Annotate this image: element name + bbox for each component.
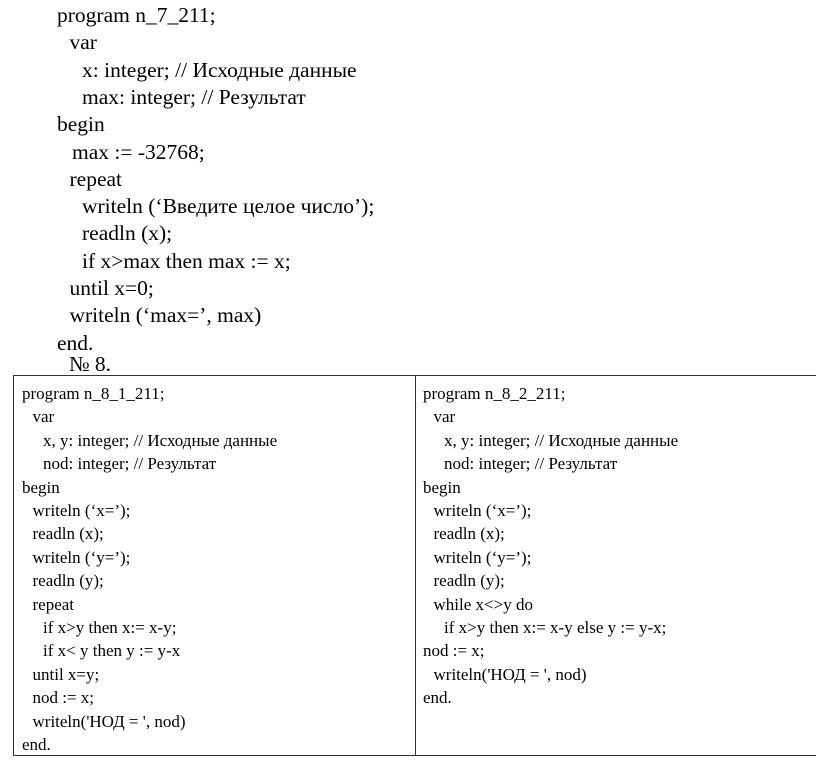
program-7-line: end. bbox=[57, 330, 94, 355]
program-7-line: if x>max then max := x; bbox=[82, 248, 291, 273]
program-8-1-line: writeln (‘x=’); bbox=[32, 501, 131, 520]
program-7-line: until x=0; bbox=[69, 276, 154, 300]
program-8-2-line: program n_8_2_211; bbox=[423, 384, 566, 403]
program-7-line: writeln (‘Введите целое число’); bbox=[82, 194, 375, 219]
program-7-line: repeat bbox=[69, 166, 123, 191]
column-divider bbox=[415, 376, 416, 755]
program-7-line: writeln (‘max=’, max) bbox=[69, 303, 262, 328]
program-8-1-line: program n_8_1_211; bbox=[22, 384, 165, 403]
program-8-1-line: if x>y then x:= x-y; bbox=[43, 618, 177, 637]
program-7-line: max: integer; // Результат bbox=[82, 84, 306, 109]
program-8-2-line: x, y: integer; // Исходные данные bbox=[444, 430, 679, 450]
program-8-2-line: while x<>y do bbox=[433, 594, 533, 614]
program-8-1-line: nod := x; bbox=[32, 688, 95, 708]
program-7-line: begin bbox=[57, 112, 105, 137]
program-7-line: x: integer; // Исходные данные bbox=[82, 57, 357, 82]
program-8-1-line: repeat bbox=[32, 594, 75, 614]
program-8-1-line: begin bbox=[22, 477, 60, 497]
program-8-1-line: readln (y); bbox=[32, 571, 104, 591]
program-8-1-line: var bbox=[32, 407, 55, 427]
program-8-1-line: readln (x); bbox=[32, 524, 104, 544]
program-8-2-line: var bbox=[433, 407, 456, 427]
task-number: № 8. bbox=[69, 352, 112, 376]
program-8-2-line: nod := x; bbox=[423, 641, 485, 661]
program-7-line: var bbox=[69, 30, 97, 55]
program-8-2-line: writeln (‘x=’); bbox=[433, 501, 532, 520]
program-7-line: readln (x); bbox=[82, 221, 173, 246]
program-8-2-line: readln (x); bbox=[433, 524, 505, 544]
program-8-2-line: writeln (‘y=’); bbox=[433, 547, 532, 567]
program-7-line: program n_7_211; bbox=[57, 3, 216, 27]
program-8-1-line: x, y: integer; // Исходные данные bbox=[43, 430, 278, 450]
program-8-2-line: readln (y); bbox=[433, 571, 505, 591]
program-8-1-line: writeln('НОД = ', nod) bbox=[32, 711, 186, 731]
program-8-2-line: end. bbox=[423, 688, 452, 708]
program-8-1-line: end. bbox=[22, 735, 51, 754]
program-8-1-line: writeln (‘y=’); bbox=[32, 547, 131, 567]
program-8-1-line: until x=y; bbox=[32, 664, 100, 684]
program-8-2-line: writeln('НОД = ', nod) bbox=[433, 664, 587, 684]
programs-table bbox=[13, 375, 816, 756]
program-8-2-line: if x>y then x:= x-y else y := y-x; bbox=[444, 618, 667, 637]
program-8-2-line: begin bbox=[423, 477, 461, 497]
program-8-1-line: if x< y then y := y-x bbox=[43, 641, 181, 661]
program-7-line: max := -32768; bbox=[72, 139, 205, 164]
program-8-2-line: nod: integer; // Результат bbox=[444, 454, 618, 474]
program-8-1-line: nod: integer; // Результат bbox=[43, 454, 217, 474]
